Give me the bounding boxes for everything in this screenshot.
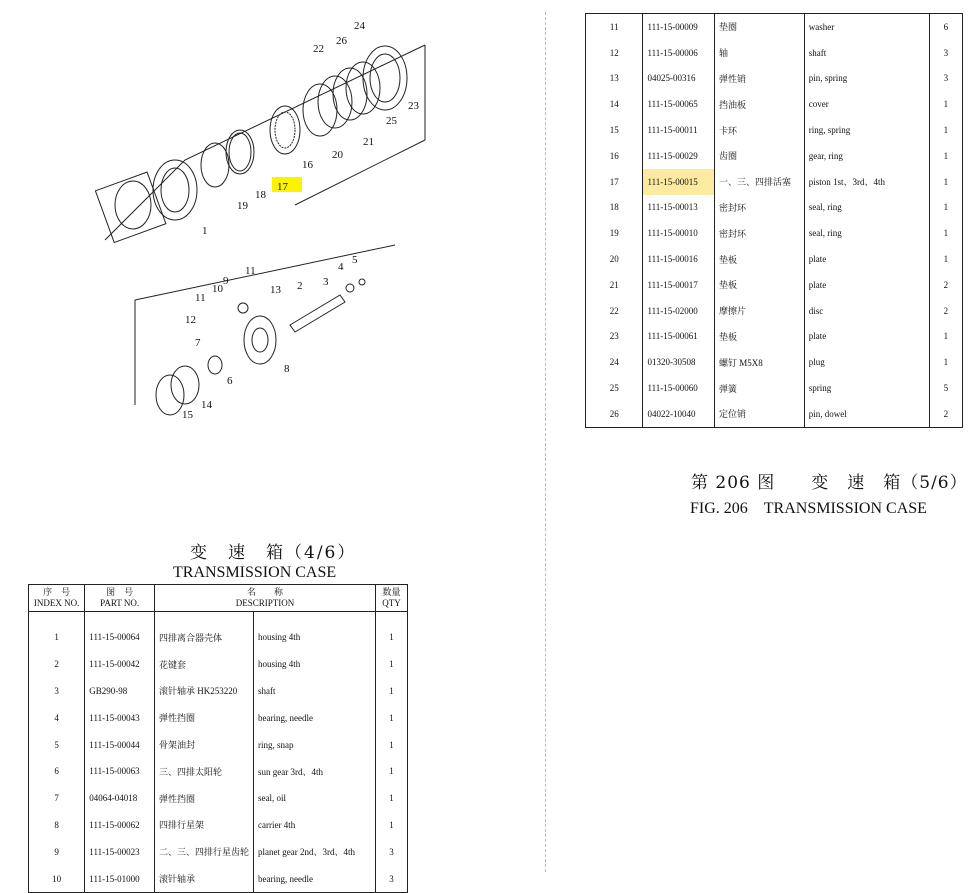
qty-cell: 1 (376, 758, 408, 785)
part-number-cell: 111-15-00009 (643, 14, 715, 40)
part-number-cell: 111-15-00011 (643, 117, 715, 143)
svg-text:11: 11 (195, 292, 206, 304)
part-number-cell: 111-15-00006 (643, 40, 715, 66)
index-cell: 19 (586, 220, 643, 246)
qty-cell: 3 (376, 838, 408, 865)
description-en-cell: shaft (804, 40, 929, 66)
table-row (586, 91, 963, 117)
table-row (29, 731, 408, 758)
table-row (586, 169, 963, 195)
svg-text:7: 7 (195, 337, 201, 349)
part-number-cell: 111-15-00064 (85, 612, 155, 651)
qty-cell: 3 (376, 865, 408, 892)
part-number-cell: 01320-30508 (643, 349, 715, 375)
index-cell: 5 (29, 731, 85, 758)
table-row (586, 349, 963, 375)
table-header (29, 585, 408, 612)
svg-text:14: 14 (201, 399, 212, 411)
description-en-cell: cover (804, 91, 929, 117)
description-cn-cell: 四排行星架 (154, 812, 253, 839)
index-cell: 13 (586, 66, 643, 92)
table-row (586, 401, 963, 427)
part-number-cell: 111-15-00017 (643, 272, 715, 298)
svg-text:3: 3 (323, 276, 329, 288)
header-description: 名 称 DESCRIPTION (154, 585, 375, 612)
qty-cell: 3 (929, 40, 962, 66)
qty-cell: 1 (376, 731, 408, 758)
qty-cell: 1 (929, 143, 962, 169)
part-number-cell: 111-15-00023 (85, 838, 155, 865)
description-cn-cell: 挡油板 (715, 91, 805, 117)
svg-text:4: 4 (338, 261, 344, 273)
part-number-cell: 111-15-00063 (85, 758, 155, 785)
table-row (586, 220, 963, 246)
description-en-cell: planet gear 2nd、3rd、4th (254, 838, 376, 865)
description-en-cell: pin, dowel (804, 401, 929, 427)
description-en-cell: housing 4th (254, 651, 376, 678)
description-en-cell: disc (804, 298, 929, 324)
index-cell: 26 (586, 401, 643, 427)
index-cell: 9 (29, 838, 85, 865)
part-number-cell: 111-15-00060 (643, 375, 715, 401)
description-en-cell: shaft (254, 678, 376, 705)
description-cn-cell: 垫圈 (715, 14, 805, 40)
header-index: 序 号 INDEX NO. (29, 585, 85, 612)
description-en-cell: ring, spring (804, 117, 929, 143)
qty-cell: 1 (929, 117, 962, 143)
qty-cell: 3 (929, 66, 962, 92)
part-number-cell: 04025-00316 (643, 66, 715, 92)
description-cn-cell: 轴 (715, 40, 805, 66)
svg-text:20: 20 (332, 149, 343, 161)
description-en-cell: gear, ring (804, 143, 929, 169)
qty-cell: 2 (929, 298, 962, 324)
svg-text:23: 23 (408, 100, 419, 112)
description-en-cell: carrier 4th (254, 812, 376, 839)
qty-cell: 1 (376, 612, 408, 651)
part-number-cell: 111-15-00062 (85, 812, 155, 839)
parts-table-left (28, 584, 408, 893)
qty-cell: 1 (376, 678, 408, 705)
svg-text:1: 1 (202, 225, 208, 237)
table-row (586, 143, 963, 169)
description-cn-cell: 三、四排太阳轮 (154, 758, 253, 785)
svg-text:11: 11 (245, 265, 256, 277)
header-qty: 数量 QTY (376, 585, 408, 612)
description-en-cell: bearing, needle (254, 704, 376, 731)
table-row (29, 651, 408, 678)
housing-part (95, 160, 197, 243)
table-row (586, 298, 963, 324)
index-cell: 3 (29, 678, 85, 705)
svg-text:21: 21 (363, 136, 374, 148)
page-divider (545, 12, 546, 872)
description-en-cell: seal, ring (804, 220, 929, 246)
description-cn-cell: 花键套 (154, 651, 253, 678)
qty-cell: 1 (929, 324, 962, 350)
part-number-cell: 111-15-00061 (643, 324, 715, 350)
index-cell: 6 (29, 758, 85, 785)
table-row (586, 117, 963, 143)
description-en-cell: piston 1st、3rd、4th (804, 169, 929, 195)
svg-text:9: 9 (223, 275, 229, 287)
description-cn-cell: 滚针轴承 (154, 865, 253, 892)
description-cn-cell: 定位销 (715, 401, 805, 427)
description-en-cell: plate (804, 246, 929, 272)
description-cn-cell: 垫板 (715, 272, 805, 298)
svg-text:19: 19 (237, 200, 248, 212)
index-cell: 25 (586, 375, 643, 401)
description-cn-cell: 弹性销 (715, 66, 805, 92)
index-cell: 16 (586, 143, 643, 169)
svg-text:16: 16 (302, 159, 313, 171)
index-cell: 12 (586, 40, 643, 66)
part-number-cell: 111-15-00016 (643, 246, 715, 272)
description-en-cell: ring, snap (254, 731, 376, 758)
description-en-cell: washer (804, 14, 929, 40)
table-row (29, 678, 408, 705)
description-cn-cell: 螺钉 M5X8 (715, 349, 805, 375)
index-cell: 18 (586, 195, 643, 221)
index-cell: 7 (29, 785, 85, 812)
description-cn-cell: 四排离合器壳体 (154, 612, 253, 651)
description-en-cell: seal, oil (254, 785, 376, 812)
svg-text:6: 6 (227, 375, 233, 387)
qty-cell: 1 (929, 195, 962, 221)
description-cn-cell: 弹性挡圈 (154, 785, 253, 812)
svg-text:13: 13 (270, 284, 281, 296)
table-row (586, 246, 963, 272)
header-part: 图 号 PART NO. (85, 585, 155, 612)
qty-cell: 6 (929, 14, 962, 40)
qty-cell: 1 (929, 246, 962, 272)
table-row (586, 324, 963, 350)
table-row (29, 612, 408, 651)
svg-text:25: 25 (386, 115, 397, 127)
part-number-cell: 04022-10040 (643, 401, 715, 427)
left-title-cn: 变 速 箱（4/6） (190, 543, 357, 563)
description-cn-cell: 弹性挡圈 (154, 704, 253, 731)
index-cell: 20 (586, 246, 643, 272)
table-row (586, 272, 963, 298)
description-en-cell: pin, spring (804, 66, 929, 92)
part-number-cell: 111-15-00065 (643, 91, 715, 117)
part-number-cell: 111-15-02000 (643, 298, 715, 324)
description-cn-cell: 密封环 (715, 220, 805, 246)
qty-cell: 1 (376, 704, 408, 731)
table-row (29, 704, 408, 731)
index-cell: 17 (586, 169, 643, 195)
index-cell: 1 (29, 612, 85, 651)
description-cn-cell: 垫板 (715, 324, 805, 350)
svg-text:24: 24 (354, 20, 365, 32)
left-title-en: TRANSMISSION CASE (173, 564, 337, 581)
figure-caption-cn: 第 206 图 变 速 箱（5/6） (691, 473, 968, 493)
index-cell: 10 (29, 865, 85, 892)
description-en-cell: bearing, needle (254, 865, 376, 892)
table-row (29, 758, 408, 785)
part-number-cell: 111-15-01000 (85, 865, 155, 892)
table-row (29, 812, 408, 839)
table-row (29, 865, 408, 892)
index-cell: 8 (29, 812, 85, 839)
svg-text:15: 15 (182, 409, 193, 421)
description-cn-cell: 骨架油封 (154, 731, 253, 758)
description-en-cell: plate (804, 272, 929, 298)
qty-cell: 2 (929, 272, 962, 298)
index-cell: 22 (586, 298, 643, 324)
callout-17-highlight: 17 (277, 181, 288, 193)
diagram-callouts (182, 20, 420, 421)
description-cn-cell: 齿圈 (715, 143, 805, 169)
qty-cell: 1 (929, 220, 962, 246)
index-cell: 4 (29, 704, 85, 731)
exploded-parts-diagram (95, 10, 440, 430)
svg-text:10: 10 (212, 283, 223, 295)
svg-text:2: 2 (297, 280, 303, 292)
part-number-cell: 111-15-00013 (643, 195, 715, 221)
description-cn-cell: 密封环 (715, 195, 805, 221)
part-number-cell: 04064-04018 (85, 785, 155, 812)
qty-cell: 1 (929, 349, 962, 375)
part-number-cell: 111-15-00044 (85, 731, 155, 758)
qty-cell: 1 (376, 812, 408, 839)
description-en-cell: sun gear 3rd、4th (254, 758, 376, 785)
qty-cell: 1 (929, 91, 962, 117)
part-number-cell: 111-15-00042 (85, 651, 155, 678)
description-en-cell: housing 4th (254, 612, 376, 651)
svg-text:26: 26 (336, 35, 347, 47)
table-row (29, 838, 408, 865)
description-en-cell: spring (804, 375, 929, 401)
index-cell: 24 (586, 349, 643, 375)
part-number-cell: 111-15-00010 (643, 220, 715, 246)
index-cell: 2 (29, 651, 85, 678)
description-cn-cell: 卡环 (715, 117, 805, 143)
figure-caption-en: FIG. 206 TRANSMISSION CASE (690, 500, 927, 517)
part-number-cell: 111-15-00029 (643, 143, 715, 169)
svg-text:8: 8 (284, 363, 290, 375)
table-row (586, 195, 963, 221)
part-number-cell: 111-15-00015 (643, 169, 715, 195)
qty-cell: 5 (929, 375, 962, 401)
table-row (586, 40, 963, 66)
description-cn-cell: 弹簧 (715, 375, 805, 401)
description-en-cell: seal, ring (804, 195, 929, 221)
description-cn-cell: 垫板 (715, 246, 805, 272)
index-cell: 14 (586, 91, 643, 117)
qty-cell: 1 (376, 651, 408, 678)
svg-text:5: 5 (352, 254, 358, 266)
qty-cell: 2 (929, 401, 962, 427)
index-cell: 21 (586, 272, 643, 298)
description-en-cell: plug (804, 349, 929, 375)
description-cn-cell: 二、三、四排行星齿轮 (154, 838, 253, 865)
svg-text:22: 22 (313, 43, 324, 55)
parts-table-right (585, 13, 963, 428)
index-cell: 15 (586, 117, 643, 143)
index-cell: 23 (586, 324, 643, 350)
description-cn-cell: 一、三、四排活塞 (715, 169, 805, 195)
description-cn-cell: 滚针轴承 HK253220 (154, 678, 253, 705)
table-row (586, 66, 963, 92)
index-cell: 11 (586, 14, 643, 40)
table-row (586, 14, 963, 40)
part-number-cell: 111-15-00043 (85, 704, 155, 731)
table-row (29, 785, 408, 812)
part-number-cell: GB290-98 (85, 678, 155, 705)
qty-cell: 1 (376, 785, 408, 812)
svg-text:12: 12 (185, 314, 196, 326)
description-cn-cell: 摩擦片 (715, 298, 805, 324)
svg-text:18: 18 (255, 189, 266, 201)
table-row (586, 375, 963, 401)
description-en-cell: plate (804, 324, 929, 350)
qty-cell: 1 (929, 169, 962, 195)
